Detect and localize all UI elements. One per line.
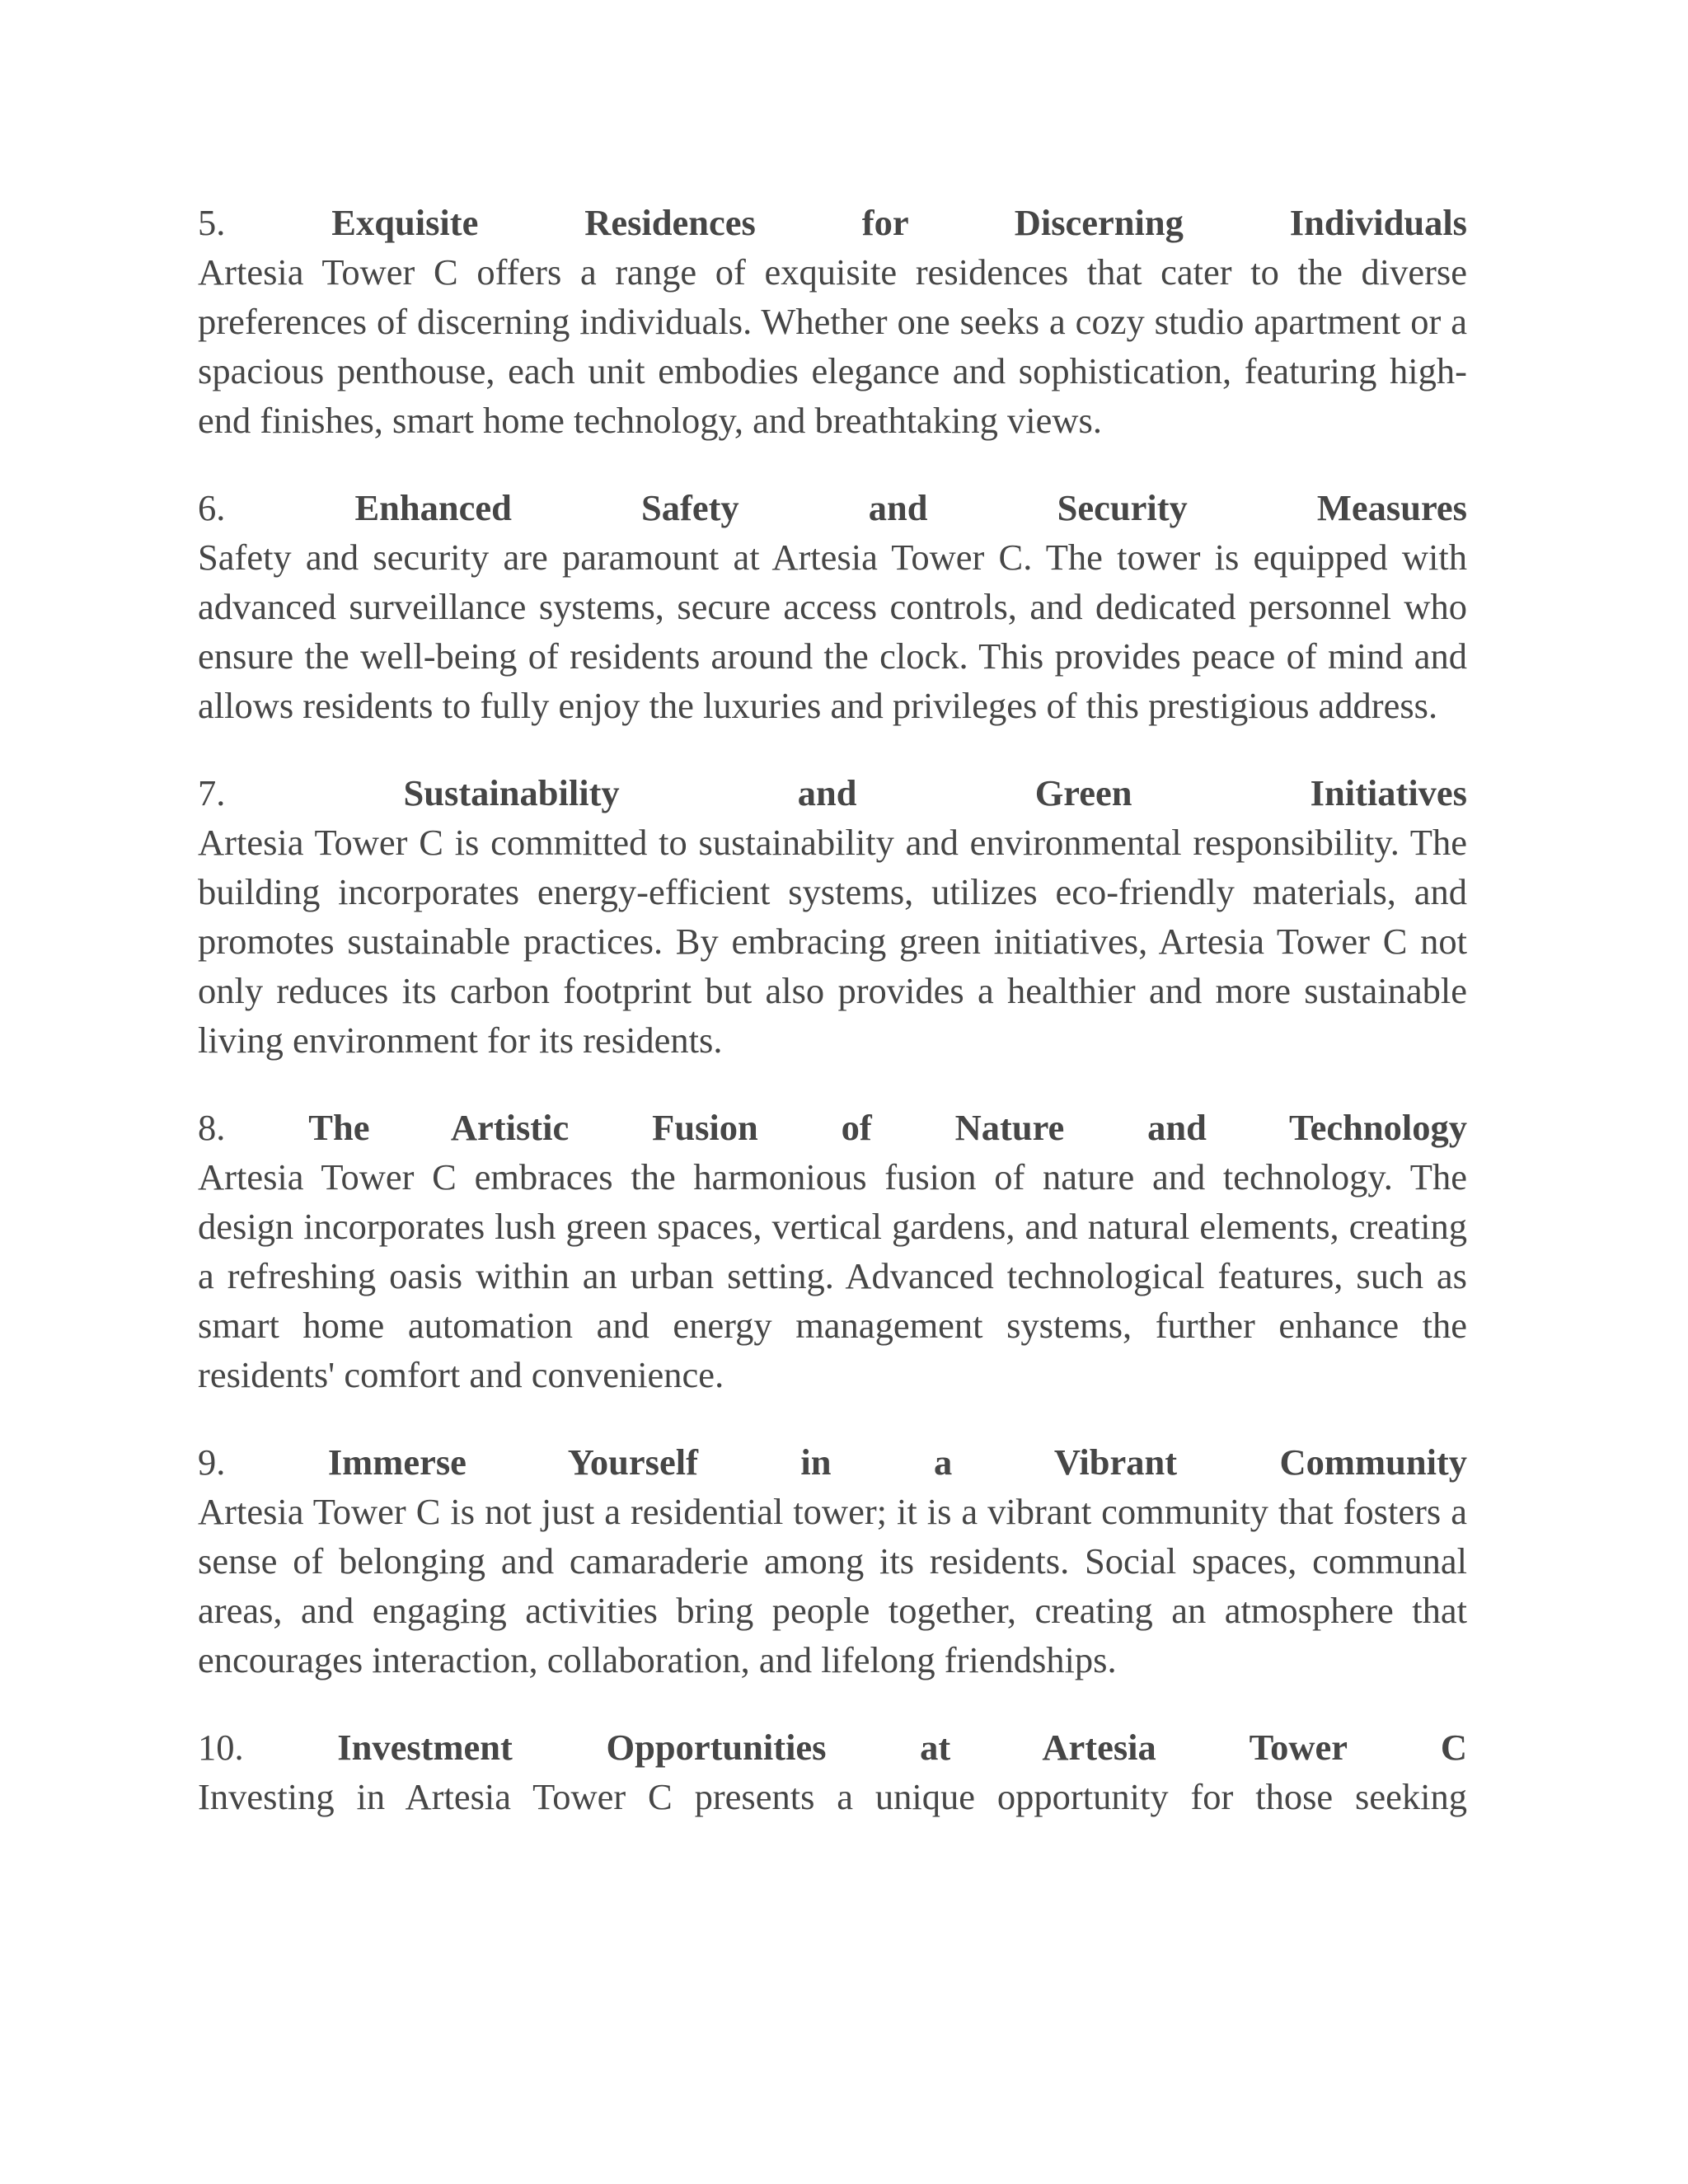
section-heading xyxy=(198,1722,1467,1772)
section-body: Artesia Tower C is not just a residential tower; it is a vibrant community that fosters a sense of belonging and camaraderie among its residents. Social spaces, communal areas, and engaging activities bring people together, creating an atmosphere that encourages interaction, collaboration, and lifelong friendships. xyxy=(198,1491,1467,1680)
section-heading xyxy=(198,1103,1467,1152)
section-number: 8. xyxy=(198,1107,226,1148)
section-title: Enhanced Safety and Security Measures xyxy=(354,487,1467,528)
section-body: Artesia Tower C embraces the harmonious fusion of nature and technology. The design incorporates lush green spaces, vertical gardens, and natural elements, creating a refreshing oasis within an urban setting. Advanced technological features, such as smart home automation and energy management systems, further enhance the residents' comfort and convenience. xyxy=(198,1156,1467,1395)
section-title: Immerse Yourself in a Vibrant Community xyxy=(327,1441,1468,1483)
document-page xyxy=(198,198,1467,1859)
section-body: Safety and security are paramount at Artesia Tower C. The tower is equipped with advanced surveillance systems, secure access controls, and dedicated personnel who ensure the well-being of residents around the clock. This provides peace of mind and allows residents to fully enjoy the luxuries and privileges of this prestigious address. xyxy=(198,537,1467,726)
section-heading xyxy=(198,1437,1467,1487)
section-8 xyxy=(198,1103,1467,1399)
section-body: Artesia Tower C is committed to sustainability and environmental responsibility. The building incorporates energy-efficient systems, utilizes eco-friendly materials, and promotes sustainable practices. By embracing green initiatives, Artesia Tower C not only reduces its carbon footprint but also provides a healthier and more sustainable living environment for its residents. xyxy=(198,822,1467,1061)
section-heading xyxy=(198,198,1467,247)
section-number: 9. xyxy=(198,1441,226,1483)
section-heading xyxy=(198,483,1467,532)
section-title: Exquisite Residences for Discerning Individuals xyxy=(331,202,1467,243)
section-title: Investment Opportunities at Artesia Tower C xyxy=(337,1727,1468,1768)
section-number: 7. xyxy=(198,772,226,813)
section-body: Investing in Artesia Tower C presents a unique opportunity for those seeking xyxy=(198,1776,1467,1817)
section-5 xyxy=(198,198,1467,445)
section-title: The Artistic Fusion of Nature and Technology xyxy=(308,1107,1467,1148)
section-body: Artesia Tower C offers a range of exquisite residences that cater to the diverse preferences of discerning individuals. Whether one seeks a cozy studio apartment or a spacious penthouse, each unit embodies elegance and sophistication, featuring high-end finishes, smart home technology, and breathtaking views. xyxy=(198,251,1467,441)
section-title: Sustainability and Green Initiatives xyxy=(403,772,1468,813)
section-10 xyxy=(198,1722,1467,1821)
section-number: 6. xyxy=(198,487,226,528)
section-number: 10. xyxy=(198,1727,244,1768)
section-heading xyxy=(198,768,1467,818)
section-9 xyxy=(198,1437,1467,1685)
section-number: 5. xyxy=(198,202,226,243)
section-6 xyxy=(198,483,1467,730)
section-7 xyxy=(198,768,1467,1065)
